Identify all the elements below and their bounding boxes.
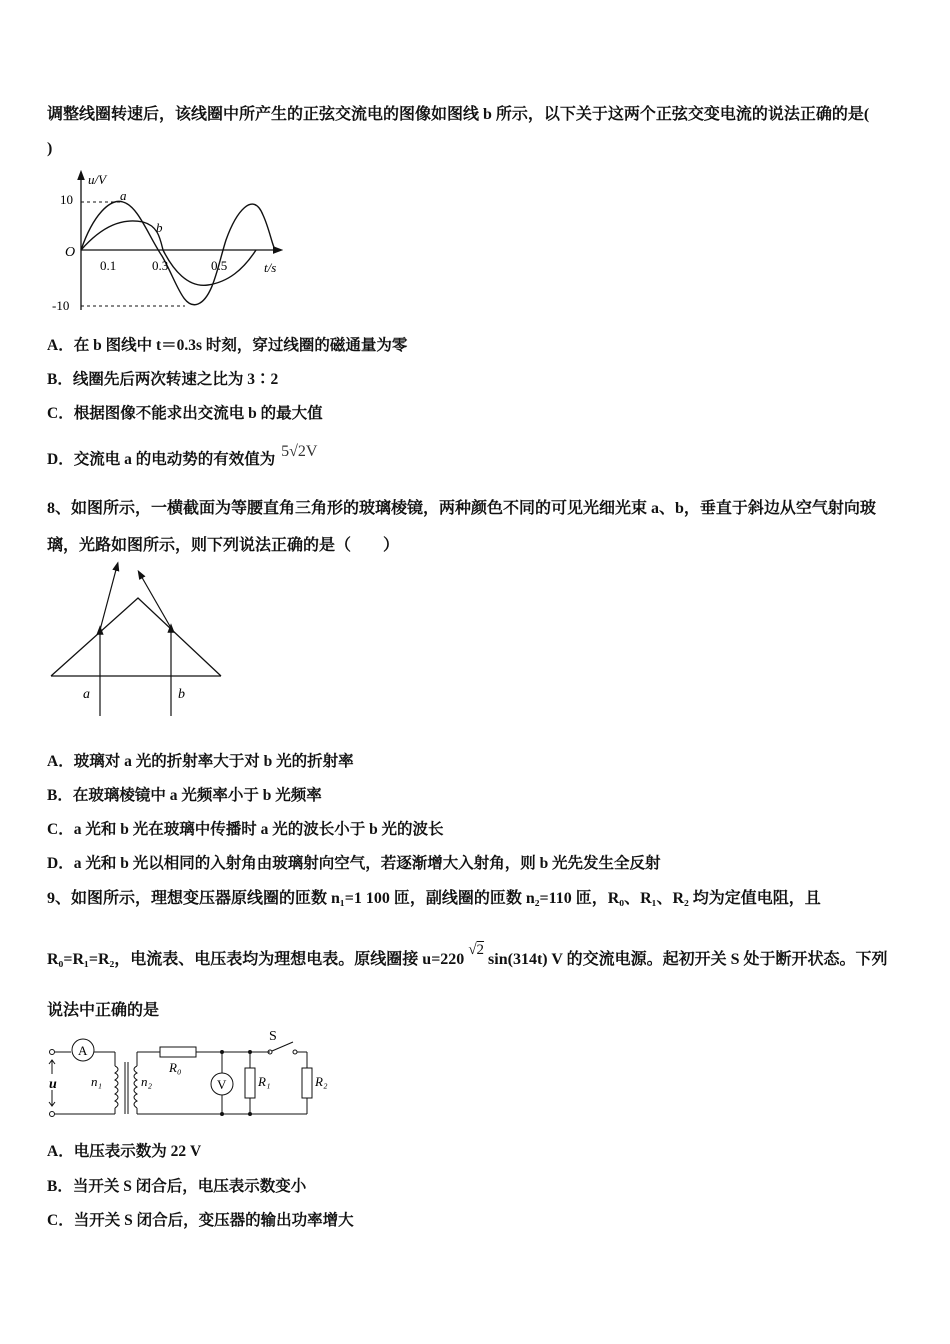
q9-r1-label: R₁	[258, 1074, 271, 1089]
q9-resistor-r0	[160, 1047, 196, 1057]
q8-prism	[51, 598, 221, 676]
q9-source-label: u	[49, 1077, 57, 1092]
q9-n2-label: n₂	[141, 1074, 153, 1089]
q7-tick-01: 0.1	[100, 258, 117, 273]
q9-primary-coil	[115, 1066, 118, 1108]
q8-stem-line1: 8、如图所示，一横截面为等腰直角三角形的玻璃棱镜，两种颜色不同的可见光细光束 a、b，垂直于斜边从空气射向玻	[47, 500, 876, 517]
q9-stem-line1: 9、如图所示，理想变压器原线圈的匝数 n₁=1 100 匝，副线圈的匝数 n₂=110 匝，R₀、R₁、R₂ 均为定值电阻，且	[47, 890, 821, 907]
q8-option-b: B．在玻璃棱镜中 a 光频率小于 b 光频率	[47, 787, 322, 804]
q8-option-a: A．玻璃对 a 光的折射率大于对 b 光的折射率	[47, 753, 354, 770]
q7-option-d-text: D．交流电 a 的电动势的有效值为	[47, 451, 276, 468]
q9-sqrt2-glyph: √2	[468, 942, 485, 958]
q7-origin: O	[65, 245, 76, 260]
q7-tick-10: 10	[60, 192, 73, 207]
q7-option-d	[47, 443, 318, 469]
q9-r2-label: R₂	[315, 1074, 328, 1089]
q9-resistor-r1	[245, 1068, 255, 1098]
q9-stem-line3: 说法中正确的是	[47, 1002, 160, 1019]
q9-option-b: B．当开关 S 闭合后，电压表示数变小	[47, 1178, 307, 1195]
q9-ammeter-label: A	[78, 1043, 88, 1058]
q7-option-b: B．线圈先后两次转速之比为 3∶2	[47, 371, 279, 388]
q9-stem-line2-a: R₀=R₁=R₂，电流表、电压表均为理想电表。原线圈接 u=220	[47, 951, 465, 968]
q7-x-label: t/s	[264, 260, 277, 275]
q7-stem-line2: )	[47, 140, 53, 157]
q8-label-b: b	[178, 687, 185, 702]
q7-tick-03: 0.3	[152, 258, 169, 273]
q8-label-a: a	[83, 687, 90, 702]
q7-sine-graph	[48, 170, 293, 320]
q8-option-d: D．a 光和 b 光以相同的入射角由玻璃射向空气，若逐渐增大入射角，则 b 光先发生全反射	[47, 855, 661, 872]
q7-stem-line1: 调整线圈转速后，该线圈中所产生的正弦交流电的图像如图线 b 所示，以下关于这两个正弦交变电流的说法正确的是(	[47, 106, 870, 123]
q9-stem-line2	[47, 942, 888, 969]
q7-y-label: u/V	[88, 172, 107, 187]
q7-tick-05: 0.5	[211, 258, 228, 273]
q9-option-c: C．当开关 S 闭合后，变压器的输出功率增大	[47, 1212, 354, 1229]
q8-stem-line2: 璃，光路如图所示，则下列说法正确的是（ ）	[47, 537, 400, 554]
q9-switch-label: S	[269, 1029, 277, 1044]
q9-resistor-r2	[302, 1068, 312, 1098]
q7-curve-b-label: b	[156, 220, 163, 235]
q7-curve-a	[81, 201, 276, 304]
q9-r0-label: R₀	[169, 1060, 182, 1075]
q9-circuit-diagram	[45, 1028, 345, 1123]
q9-voltmeter-label: V	[217, 1077, 227, 1092]
q8-option-c: C．a 光和 b 光在玻璃中传播时 a 光的波长小于 b 光的波长	[47, 821, 444, 838]
q7-curve-a-label: a	[120, 188, 127, 203]
q9-secondary-coil	[134, 1066, 137, 1108]
q7-tick-neg10: -10	[52, 298, 70, 313]
q7-option-c: C．根据图像不能求出交流电 b 的最大值	[47, 405, 323, 422]
q9-option-a: A．电压表示数为 22 V	[47, 1143, 202, 1160]
q7-option-a: A．在 b 图线中 t＝0.3s 时刻，穿过线圈的磁通量为零	[47, 337, 408, 354]
q9-n1-label: n₁	[91, 1074, 103, 1089]
q8-prism-figure	[45, 560, 230, 735]
q7-option-d-value: 5√2V	[281, 443, 318, 460]
q9-stem-line2-b: sin(314t) V 的交流电源。起初开关 S 处于断开状态。下列	[488, 951, 888, 968]
